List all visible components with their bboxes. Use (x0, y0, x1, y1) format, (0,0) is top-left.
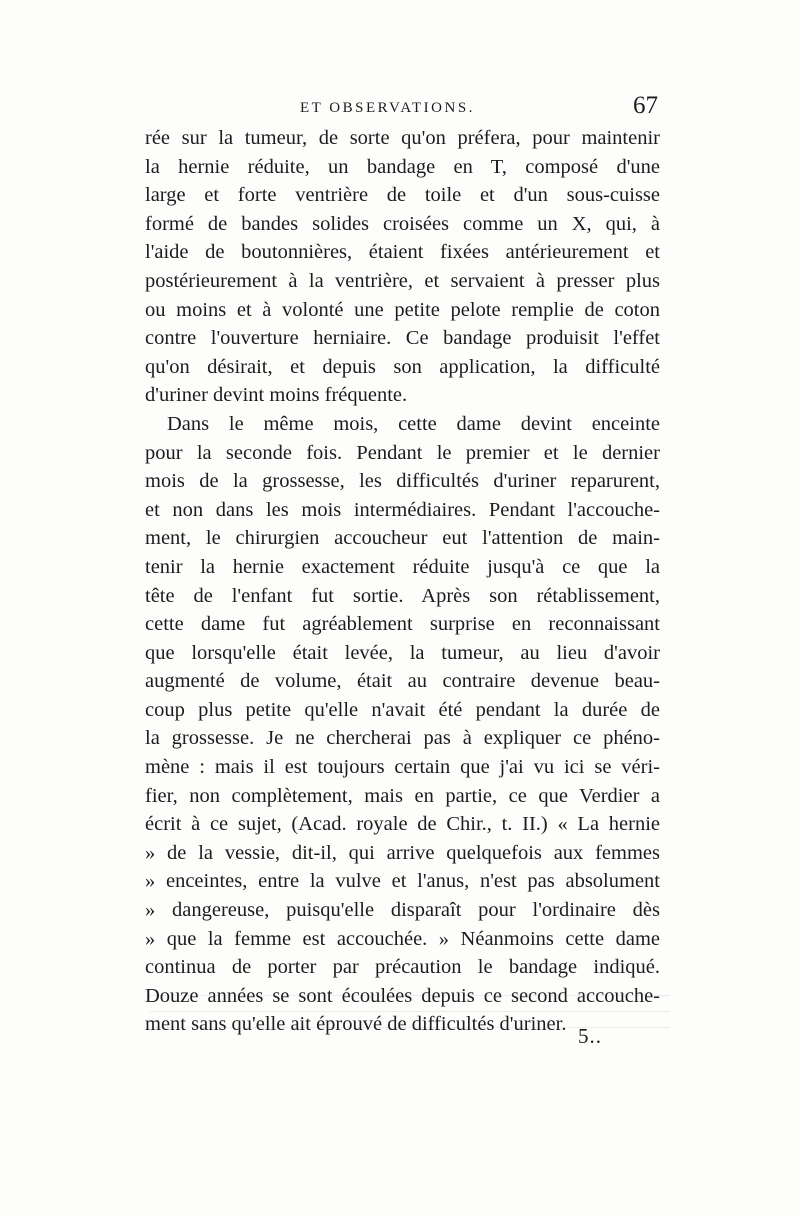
text-line: ment sans qu'elle ait éprouvé de difficultés d'uriner. (145, 1013, 567, 1036)
text-line: Douze années se sont écoulées depuis ce second accouche- (145, 984, 660, 1007)
text-line: continua de porter par précaution le bandage indiqué. (145, 956, 660, 979)
text-line: » que la femme est accouchée. » Néanmoins cette dame (145, 927, 660, 950)
text-line: augmenté de volume, était au contraire devenue beau- (145, 670, 660, 693)
text-line: formé de bandes solides croisées comme un X, qui, à (145, 212, 660, 235)
text-line: contre l'ouverture herniaire. Ce bandage produisit l'effet (145, 327, 660, 350)
text-line: la grossesse. Je ne chercherai pas à expliquer ce phéno- (145, 727, 660, 750)
text-line: postérieurement à la ventrière, et servaient à presser plus (145, 269, 660, 292)
page-number: 67 (633, 92, 658, 119)
text-line: tête de l'enfant fut sortie. Après son rétablissement, (145, 584, 660, 607)
text-line: ou moins et à volonté une petite pelote remplie de coton (145, 298, 660, 321)
page-header (145, 92, 660, 128)
text-line: » de la vessie, dit-il, qui arrive quelquefois aux femmes (145, 841, 660, 864)
text-line: ment, le chirurgien accoucheur eut l'attention de main- (145, 527, 660, 550)
text-line: écrit à ce sujet, (Acad. royale de Chir., t. II.) « La hernie (145, 813, 660, 836)
text-line: » dangereuse, puisqu'elle disparaît pour l'ordinaire dès (145, 899, 660, 922)
text-line: large et forte ventrière de toile et d'un sous-cuisse (145, 184, 660, 207)
text-line: que lorsqu'elle était levée, la tumeur, au lieu d'avoir (145, 641, 660, 664)
text-line: qu'on désirait, et depuis son application, la difficulté (145, 355, 660, 378)
text-line: et non dans les mois intermédiaires. Pendant l'accouche- (145, 498, 660, 521)
text-line: mois de la grossesse, les difficultés d'uriner reparurent, (145, 470, 660, 493)
text-line: mène : mais il est toujours certain que j'ai vu ici se véri- (145, 756, 660, 779)
text-line: cette dame fut agréablement surprise en reconnaissant (145, 613, 660, 636)
text-line: Dans le même mois, cette dame devint enceinte (167, 412, 660, 435)
text-line: pour la seconde fois. Pendant le premier et le dernier (145, 441, 660, 464)
text-line: la hernie réduite, un bandage en T, composé d'une (145, 155, 660, 178)
text-line: rée sur la tumeur, de sorte qu'on préfera, pour maintenir (145, 127, 660, 149)
text-line: l'aide de boutonnières, étaient fixées antérieurement et (145, 241, 660, 264)
bleed-through-shadow (150, 988, 670, 1028)
text-line: coup plus petite qu'elle n'avait été pendant la durée de (145, 698, 660, 721)
text-line: fier, non complètement, mais en partie, ce que Verdier a (145, 784, 660, 807)
signature-mark: 5.. (578, 1024, 602, 1048)
text-line: » enceintes, entre la vulve et l'anus, n'est pas absolument (145, 870, 660, 893)
text-line: d'uriner devint moins fréquente. (145, 384, 408, 407)
text-line: tenir la hernie exactement réduite jusqu'à ce que la (145, 555, 660, 578)
running-head: ET OBSERVATIONS. (300, 100, 475, 116)
body-text (145, 124, 660, 1039)
